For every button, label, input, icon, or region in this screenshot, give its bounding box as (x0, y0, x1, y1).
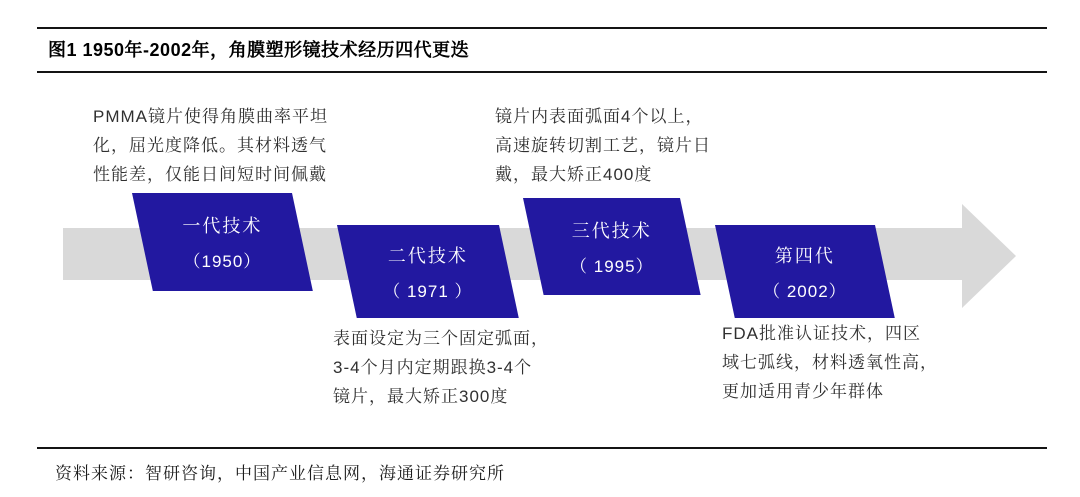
title-rule-top (37, 27, 1047, 29)
stage-label: 三代技术 (571, 220, 652, 241)
note-line: 域七弧线，材料透氧性高， (722, 353, 938, 372)
stage-year: （1950） (183, 252, 262, 271)
figure-title: 图1 1950年-2002年，角膜塑形镜技术经历四代更迭 (48, 40, 470, 60)
stage-year: （ 2002） (763, 281, 847, 301)
timeline-arrow-head-icon (962, 204, 1016, 308)
stage-box-4 (715, 225, 895, 318)
note-line: 化，屈光度降低。其材料透气 (93, 136, 327, 155)
note-line: 镜片，最大矫正300度 (333, 387, 509, 406)
stage-box-content (725, 225, 885, 318)
stage-label: 第四代 (774, 245, 835, 266)
note-line: 3-4个月内定期跟换3-4个 (333, 358, 533, 377)
source-note: 资料来源：智研咨询，中国产业信息网，海通证券研究所 (55, 464, 505, 483)
stage-box-content (142, 193, 302, 291)
note-line: 更加适用青少年群体 (722, 382, 884, 401)
stage-box-2 (337, 225, 519, 318)
stage-note-1 (93, 102, 328, 189)
stage-note-3 (495, 102, 711, 189)
stage-box-content (533, 198, 690, 295)
note-line: 镜片内表面弧面4个以上， (495, 107, 704, 126)
stage-box-1 (132, 193, 313, 291)
note-line: PMMA镜片使得角膜曲率平坦 (93, 107, 328, 126)
note-line: 性能差，仅能日间短时间佩戴 (93, 165, 327, 184)
stage-note-4 (722, 319, 938, 406)
note-line: FDA批准认证技术，四区 (722, 324, 921, 343)
title-rule-bottom (37, 71, 1047, 73)
stage-label: 二代技术 (387, 245, 468, 266)
stage-note-2 (333, 324, 549, 411)
note-line: 表面设定为三个固定弧面， (333, 329, 549, 348)
stage-label: 一代技术 (182, 216, 263, 236)
footer-rule (37, 447, 1047, 449)
stage-year: （ 1995） (570, 256, 654, 276)
stage-box-3 (523, 198, 701, 295)
note-line: 高速旋转切割工艺，镜片日 (495, 136, 711, 155)
stage-box-content (347, 225, 509, 318)
stage-year: （ 1971 ） (383, 281, 473, 301)
note-line: 戴，最大矫正400度 (495, 165, 653, 184)
